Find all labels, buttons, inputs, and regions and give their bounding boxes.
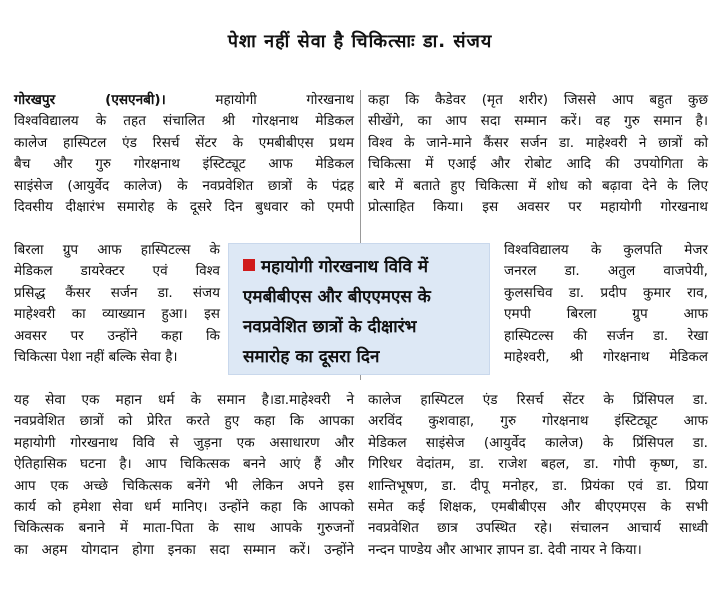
highlight-box	[228, 243, 490, 375]
article-line: ऐतिहासिक घटना है। आप चिकित्सक बनने आएं हैं और	[14, 456, 354, 473]
article-line: चिकित्सक बनाने में माता-पिता के साथ आपके गुरुजनों	[14, 520, 354, 537]
left-column-narrow	[14, 240, 220, 368]
article-line: कालेज हास्पिटल एंड रिसर्च सेंटर के एमबीबीएस प्रथम	[14, 134, 354, 151]
article-line: बैच और गुरु गोरक्षनाथ इंस्टिट्यूट आफ मेडिकल	[14, 156, 354, 173]
article-line: बिरला ग्रुप आफ हास्पिटल्स के	[14, 242, 220, 258]
article-line: माहेश्वरी का व्याख्यान हुआ। इस	[14, 306, 220, 323]
article-line: विश्व के जाने-माने कैंसर सर्जन डा. माहेश्वरी ने छात्रों को	[368, 134, 708, 151]
article-line: अवसर पर उन्होंने कहा कि	[14, 327, 220, 344]
article-line: समेत कई शिक्षक, एमबीबीएस और बीएएमएस के सभी	[368, 499, 708, 516]
article-line: हास्पिटल्स की सर्जन डा. रेखा	[504, 327, 708, 344]
article-line: यह सेवा एक महान धर्म के समान है।डा.माहेश्वरी ने	[14, 392, 354, 408]
article-line: शान्तिभूषण, डा. दीपू मनोहर, डा. प्रियंका एवं डा. प्रिया	[368, 477, 708, 494]
article-line: नवप्रवेशित छात्रों को प्रेरित करते हुए कहा कि आपका	[14, 413, 354, 430]
article-line: आप एक अच्छे चिकित्सक बनेंगे भी लेकिन अपने इस	[14, 477, 354, 494]
article-line: जनरल डा. अतुल वाजपेयी,	[504, 263, 708, 280]
article-line: कालेज हास्पिटल एंड रिसर्च सेंटर के प्रिंसिपल डा.	[368, 392, 708, 408]
article-line: गोरखपुर (एसएनबी)। महायोगी गोरखनाथ	[14, 92, 354, 108]
article-line: मेडिकल साइंसेज (आयुर्वेद कालेज) के प्रिंसिपल डा.	[368, 434, 708, 451]
article-line: माहेश्वरी, श्री गोरक्षनाथ मेडिकल	[504, 349, 708, 366]
article-line: अरविंद कुशवाहा, गुरु गोरक्षनाथ इंस्टिट्यूट आफ	[368, 413, 708, 430]
article-line: कुलसचिव डा. प्रदीप कुमार राव,	[504, 284, 708, 301]
highlight-line: महायोगी गोरखनाथ विवि में	[243, 252, 479, 282]
article-line: का अहम योगदान होगा इनका सदा सम्मान करें। उन्होंने	[14, 541, 354, 558]
right-column-narrow	[504, 240, 708, 368]
article-line: सीखेंगे, का आप सदा सम्मान करें। वह गुरु समान है।	[368, 113, 708, 130]
article-line: कार्य को हमेशा सेवा धर्म मानिए। उन्होंने कहा कि आपको	[14, 499, 354, 516]
dateline: गोरखपुर (एसएनबी)।	[14, 92, 166, 108]
article-line: नवप्रवेशित छात्र उपस्थित रहे। संचालन आचार्य साध्वी	[368, 520, 708, 537]
article-line: विश्वविद्यालय के कुलपति मेजर	[504, 242, 708, 258]
article-line: मेडिकल डायरेक्टर एवं विश्व	[14, 263, 220, 280]
red-square-bullet-icon	[243, 259, 255, 271]
article-line: गिरिधर वेदांतम, डा. राजेश बहल, डा. गोपी कृष्ण, डा.	[368, 456, 708, 473]
left-column-bottom	[14, 390, 354, 561]
highlight-line: एमबीबीएस और बीएएमएस के	[243, 287, 431, 307]
headline: पेशा नहीं सेवा है चिकित्साः डा. संजय	[227, 31, 493, 52]
article-line: महायोगी गोरखनाथ विवि से जुड़ना एक असाधारण और	[14, 434, 354, 451]
left-column-top	[14, 90, 354, 218]
article-line: बारे में बताते हुए चिकित्सा में शोध को बढ़ावा देने के लिए	[368, 177, 708, 194]
article-line: दिवसीय दीक्षारंभ समारोह के दूसरे दिन बुधवार को एमपी	[14, 199, 354, 216]
highlight-line: समारोह का दूसरा दिन	[243, 347, 380, 367]
right-column-bottom	[368, 390, 708, 561]
article-line: साइंसेज (आयुर्वेद कालेज) के नवप्रवेशित छात्रों के पंद्रह	[14, 177, 354, 194]
article-line: विश्वविद्यालय के तहत संचालित श्री गोरक्षनाथ मेडिकल	[14, 113, 354, 130]
article-line: प्रोत्साहित किया। इस अवसर पर महायोगी गोरखनाथ	[368, 199, 708, 216]
right-column-top	[368, 90, 708, 218]
article-line: कहा कि कैडेवर (मृत शरीर) जिससे आप बहुत कुछ	[368, 92, 708, 108]
article-line: चिकित्सा पेशा नहीं बल्कि सेवा है।	[14, 349, 178, 366]
article-line: प्रसिद्ध कैंसर सर्जन डा. संजय	[14, 284, 220, 301]
highlight-line: नवप्रवेशित छात्रों के दीक्षारंभ	[243, 317, 417, 337]
article-line: नन्दन पाण्डेय और आभार ज्ञापन डा. देवी नायर ने किया।	[368, 541, 642, 558]
article-line: एमपी बिरला ग्रुप आफ	[504, 306, 708, 323]
article-line: चिकित्सा में एआई और रोबोट आदि की उपयोगिता के	[368, 156, 708, 173]
